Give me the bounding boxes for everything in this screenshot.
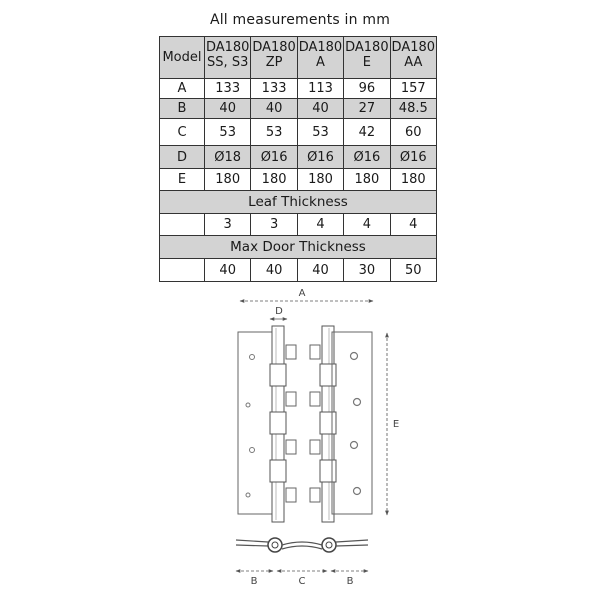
dimension-e xyxy=(387,333,399,515)
table-cell: 133 xyxy=(251,79,297,99)
dimension-a xyxy=(240,288,373,301)
header-column-1: DA180 SS, S3 xyxy=(205,37,251,79)
table-cell: 60 xyxy=(390,119,436,146)
table-cell: 180 xyxy=(205,169,251,191)
label-b-right: B xyxy=(346,576,354,587)
measurement-caption: All measurements in mm xyxy=(209,12,391,28)
table-cell: 53 xyxy=(297,119,343,146)
table-cell: 133 xyxy=(205,79,251,99)
table-cell: 180 xyxy=(390,169,436,191)
row-label: D xyxy=(160,146,205,169)
label-c: C xyxy=(298,576,306,587)
table-cell: 157 xyxy=(390,79,436,99)
table-cell: 4 xyxy=(297,214,343,236)
table-cell: 96 xyxy=(344,79,390,99)
table-cell: 50 xyxy=(390,259,436,282)
table-cell: 180 xyxy=(251,169,297,191)
header-column-2: DA180 ZP xyxy=(251,37,297,79)
row-label: A xyxy=(160,79,205,99)
table-cell: 40 xyxy=(205,259,251,282)
table-cell: 30 xyxy=(344,259,390,282)
row-label: E xyxy=(160,169,205,191)
table-cell: 40 xyxy=(205,99,251,119)
table-cell: 53 xyxy=(205,119,251,146)
header-column-4: DA180 E xyxy=(344,37,390,79)
table-cell: 40 xyxy=(251,99,297,119)
left-leaf xyxy=(238,332,274,514)
right-leaf xyxy=(332,332,372,514)
table-cell: Ø16 xyxy=(390,146,436,169)
table-cell: 48.5 xyxy=(390,99,436,119)
leaf-thickness-heading: Leaf Thickness xyxy=(160,191,437,214)
table-cell: Ø16 xyxy=(251,146,297,169)
hinge-plan-view xyxy=(236,538,368,552)
dimension-c xyxy=(277,571,327,587)
table-cell: Ø16 xyxy=(297,146,343,169)
dimension-b-right xyxy=(331,571,368,587)
dimension-b-left xyxy=(236,571,273,587)
label-d: D xyxy=(275,306,283,317)
table-cell: 42 xyxy=(344,119,390,146)
left-barrel xyxy=(270,326,296,522)
label-b-left: B xyxy=(250,576,258,587)
row-label: B xyxy=(160,99,205,119)
header-model: Model xyxy=(160,37,205,79)
table-cell: 3 xyxy=(205,214,251,236)
row-label: C xyxy=(160,119,205,146)
table-cell: 3 xyxy=(251,214,297,236)
table-cell: Ø16 xyxy=(344,146,390,169)
table-cell: 40 xyxy=(297,259,343,282)
header-column-3: DA180 A xyxy=(297,37,343,79)
header-column-5: DA180 AA xyxy=(390,37,436,79)
table-cell: 113 xyxy=(297,79,343,99)
table-cell: Ø18 xyxy=(205,146,251,169)
table-cell: 53 xyxy=(251,119,297,146)
table-cell: 4 xyxy=(344,214,390,236)
max-door-thickness-heading: Max Door Thickness xyxy=(160,236,437,259)
table-cell: 40 xyxy=(251,259,297,282)
table-cell: 4 xyxy=(390,214,436,236)
table-cell: 27 xyxy=(344,99,390,119)
dimension-d xyxy=(270,306,287,319)
table-cell: 40 xyxy=(297,99,343,119)
table-cell: 180 xyxy=(344,169,390,191)
label-a: A xyxy=(298,288,306,299)
table-cell: 180 xyxy=(297,169,343,191)
label-e: E xyxy=(392,419,400,430)
